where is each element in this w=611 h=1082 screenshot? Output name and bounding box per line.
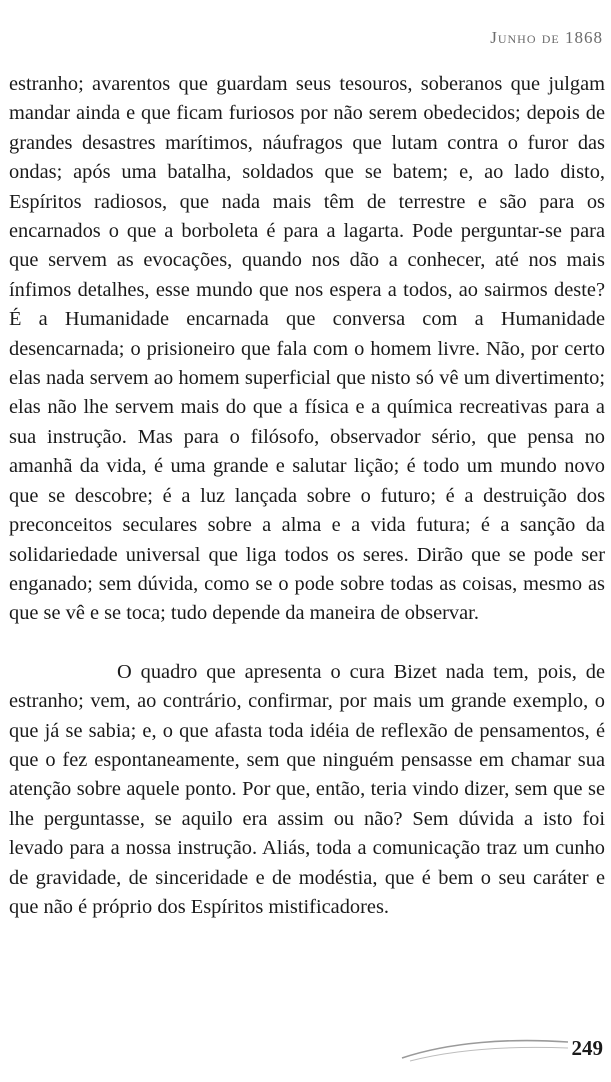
swoosh-ornament-icon [400,1028,570,1068]
page-footer [0,1022,611,1082]
paragraph: O quadro que apresenta o cura Bizet nada tem, pois, de estranho; vem, ao contrário, confirmar, por mais um grande exemplo, o que já se sabia; e, o que afasta toda idéia de reflexão de pensamentos, é que o fez espontaneamente, sem que ninguém pensasse em chamar sua atenção sobre aquele ponto. Por que, então, teria vindo dizer, sem que se lhe perguntasse, se aquilo era assim ou não? Sem dúvida a isto foi levado para a nossa instrução. Aliás, toda a comunicação traz um cunho de gravidade, de sinceridade e de modéstia, que é bem o seu caráter e que não é próprio dos Espíritos mistificadores. [9,660,605,918]
page-body [9,70,605,922]
paragraph: estranho; avarentos que guardam seus tesouros, soberanos que julgam mandar ainda e que ficam furiosos por não serem obedecidos; depois de grandes desastres marítimos, náufragos que lutam contra o furor das ondas; após uma batalha, soldados que se batem; e, ao lado disto, Espíritos radiosos, que nada mais têm de terrestre e são para os encarnados o que a borboleta é para a lagarta. Pode perguntar-se para que servem as evocações, quando nos dão a conhecer, até nos mais ínfimos detalhes, esse mundo que nos espera a todos, ao sairmos deste? É a Humanidade encarnada que conversa com a Humanidade desencarnada; o prisioneiro que fala com o homem livre. Não, por certo elas nada servem ao homem superficial que nisto só vê um divertimento; elas não lhe servem mais do que a física e a química recreativas para a sua instrução. Mas para o filósofo, observador sério, que pensa no amanhã da vida, é uma grande e salutar lição; é todo um mundo novo que se descobre; é a luz lançada sobre o futuro; é a destruição dos preconceitos seculares sobre a alma e a vida futura; é a sanção da solidariedade universal que liga todos os seres. Dirão que se pode ser enganado; sem dúvida, como se o pode sobre todas as coisas, mesmo as que se vê e se toca; tudo depende da maneira de observar. [9,73,605,625]
running-header: Junho de 1868 [490,28,603,47]
page-number: 249 [571,1036,603,1060]
